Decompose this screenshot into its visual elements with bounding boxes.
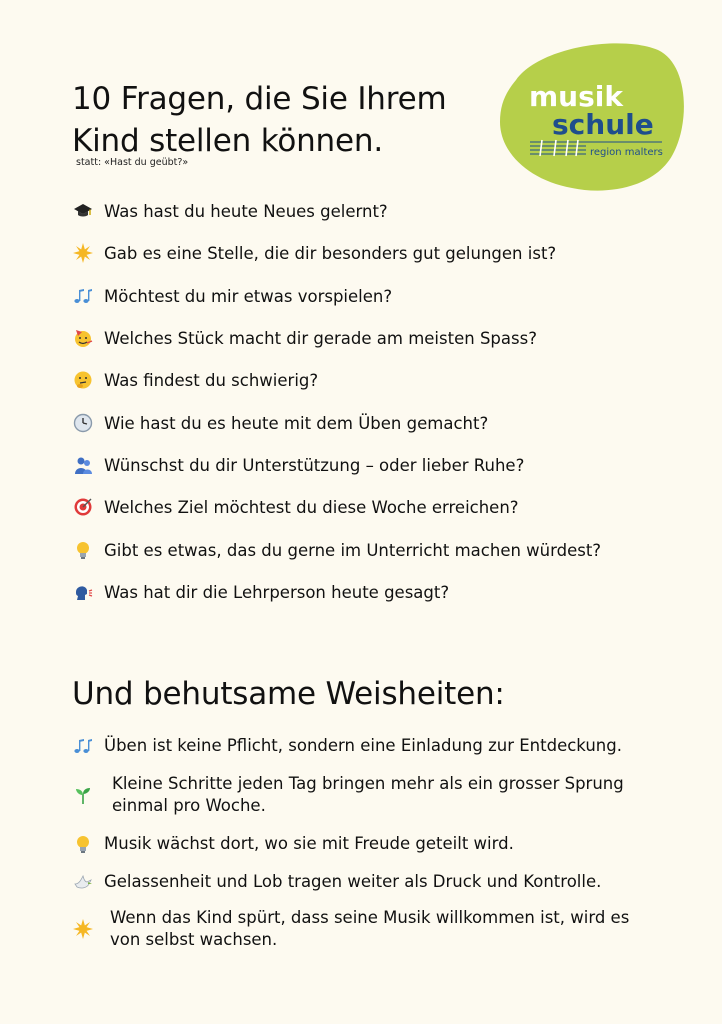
- question-item: [72, 452, 524, 478]
- subtitle: statt: «Hast du geübt?»: [76, 157, 189, 168]
- speaking-head-icon: [72, 581, 94, 603]
- wisdom-line: Gelassenheit und Lob tragen weiter als Druck und Kontrolle.: [104, 872, 602, 891]
- target-icon: [72, 496, 94, 518]
- star-icon: [72, 242, 94, 264]
- wisdom-text: [104, 833, 514, 855]
- wisdom-line: Üben ist keine Pflicht, sondern eine Einladung zur Entdeckung.: [104, 736, 622, 755]
- wisdom-line: Musik wächst dort, wo sie mit Freude geteilt wird.: [104, 834, 514, 853]
- wisdom-text: [110, 907, 629, 951]
- star-icon: [72, 918, 94, 940]
- logo-word-schule: schule: [552, 108, 654, 141]
- wisdom-item: [72, 871, 601, 893]
- seedling-icon: [72, 784, 94, 806]
- question-text: Wünschst du dir Unterstützung – oder lieber Ruhe?: [104, 455, 525, 475]
- question-text: Was hat dir die Lehrperson heute gesagt?: [104, 582, 450, 602]
- question-text: Möchtest du mir etwas vorspielen?: [104, 286, 393, 306]
- question-item: [72, 240, 556, 266]
- question-text: Welches Stück macht dir gerade am meisten Spass?: [104, 328, 537, 348]
- section-heading: Und behutsame Weisheiten:: [72, 676, 505, 712]
- clock-icon: [72, 412, 94, 434]
- title-line-1: 10 Fragen, die Sie Ihrem: [72, 81, 447, 117]
- wisdom-line: einmal pro Woche.: [112, 796, 266, 815]
- thinking-face-icon: [72, 369, 94, 391]
- question-item: [72, 494, 519, 520]
- dove-icon: [72, 871, 94, 893]
- party-face-icon: [72, 327, 94, 349]
- hug-icon: [72, 454, 94, 476]
- wisdom-item: [72, 735, 622, 757]
- question-text: Gab es eine Stelle, die dir besonders gut gelungen ist?: [104, 243, 557, 263]
- wisdom-line: Kleine Schritte jeden Tag bringen mehr als ein grosser Sprung: [112, 774, 624, 793]
- wisdom-text: [104, 871, 601, 893]
- question-text: Welches Ziel möchtest du diese Woche erreichen?: [104, 497, 519, 517]
- logo-region: region malters: [590, 147, 663, 158]
- wisdom-text: [112, 773, 624, 817]
- light-bulb-icon: [72, 833, 94, 855]
- logo-word-musik: musik: [529, 80, 623, 113]
- question-item: [72, 579, 449, 605]
- wisdom-item: [72, 773, 624, 817]
- wisdom-item: [72, 907, 629, 951]
- question-text: Wie hast du es heute mit dem Üben gemacht?: [104, 413, 489, 433]
- question-text: Was findest du schwierig?: [104, 370, 319, 390]
- question-item: [72, 537, 601, 563]
- wisdom-line: von selbst wachsen.: [110, 930, 278, 949]
- question-item: [72, 325, 537, 351]
- wisdom-text: [104, 735, 622, 757]
- graduation-cap-icon: [72, 200, 94, 222]
- wisdom-item: [72, 833, 514, 855]
- question-text: Was hast du heute Neues gelernt?: [104, 201, 388, 221]
- music-notes-icon: [72, 735, 94, 757]
- title-line-2: Kind stellen können.: [72, 123, 383, 159]
- page-title: [72, 78, 446, 162]
- music-notes-icon: [72, 285, 94, 307]
- question-item: [72, 410, 488, 436]
- light-bulb-icon: [72, 539, 94, 561]
- question-item: [72, 198, 388, 224]
- wisdom-line: Wenn das Kind spürt, dass seine Musik willkommen ist, wird es: [110, 908, 630, 927]
- question-item: [72, 283, 392, 309]
- musikschule-logo: [498, 40, 684, 192]
- question-item: [72, 367, 318, 393]
- question-text: Gibt es etwas, das du gerne im Unterricht machen würdest?: [104, 540, 602, 560]
